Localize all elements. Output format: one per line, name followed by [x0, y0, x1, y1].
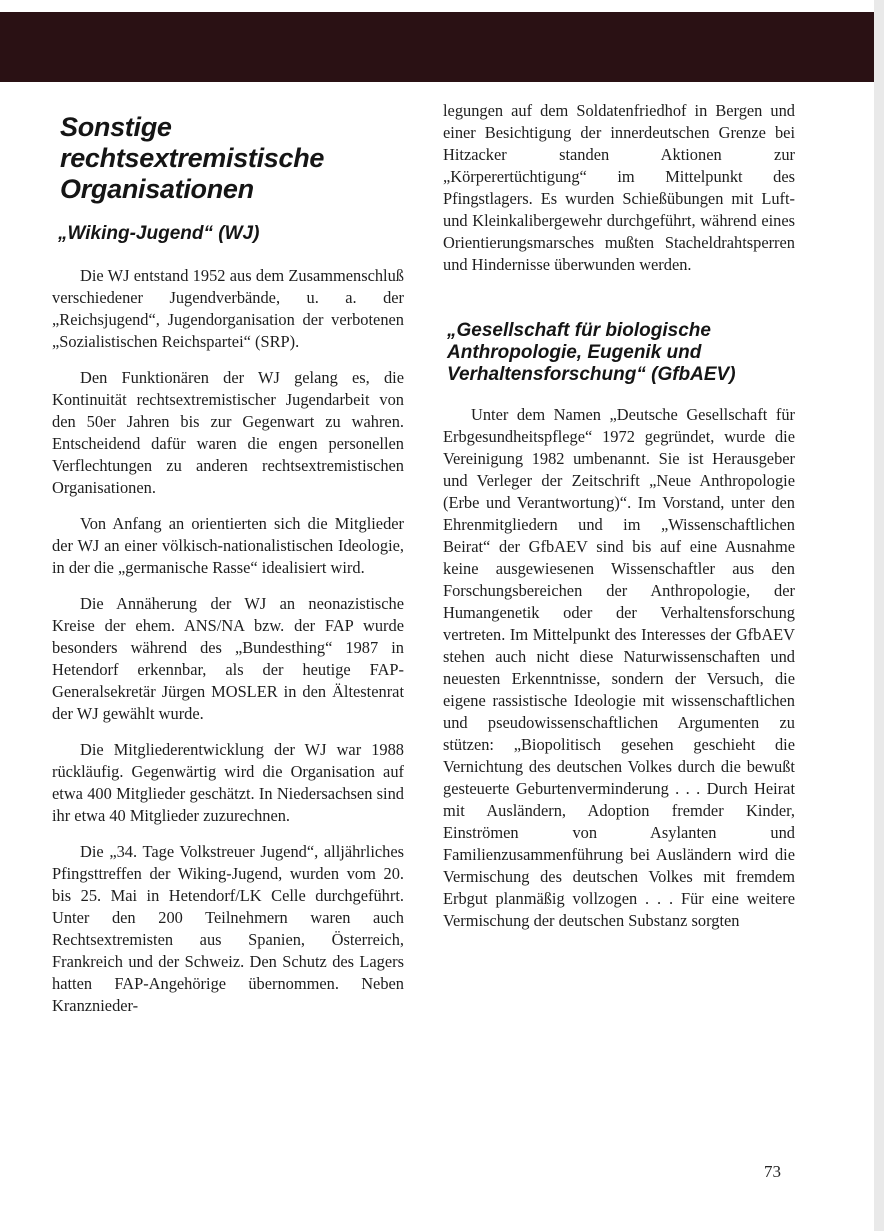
paragraph: Die Mitgliederentwicklung der WJ war 1988 rückläufig. Gegenwärtig wird die Organisation auf etwa 400 Mitglieder geschätzt. In Niedersachsen sind ihr etwa 40 Mitglieder zuzurechnen.	[52, 740, 404, 825]
left-column	[52, 100, 404, 1031]
page-number: 73	[764, 1162, 781, 1181]
paragraph: Von Anfang an orientierten sich die Mitglieder der WJ an einer völkisch-nationalistischen Ideologie, in der die „germanische Rasse“ idealisiert wird.	[52, 514, 404, 577]
page-edge	[874, 0, 884, 1231]
section-title: Sonstige rechtsextremistische Organisationen	[60, 112, 325, 204]
subsection-title-wj: „Wiking-Jugend“ (WJ)	[58, 223, 260, 244]
paragraph: Den Funktionären der WJ gelang es, die Kontinuität rechtsextremistischer Jugendarbeit von den 50er Jahren bis zur Gegenwart zu wahren. Entscheidend dafür waren die engen personellen Verflechtungen zu anderen rechtsextremistischen Organisationen.	[52, 368, 404, 497]
paragraph: Die WJ entstand 1952 aus dem Zusammenschluß verschiedener Jugendverbände, u. a. der „Reichsjugend“, Jugendorganisation der verbotenen „Sozialistischen Reichspartei“ (SRP).	[52, 266, 404, 351]
header-bar	[0, 12, 874, 82]
continued-paragraph: legungen auf dem Soldatenfriedhof in Bergen und einer Besichtigung der innerdeutschen Grenze bei Hitzacker standen Aktionen zur „Körperertüchtigung“ im Mittelpunkt des Pfingstlagers. Es wurden Schießübungen mit Luft- und Kleinkalibergewehr durchgeführt, während eines Orientierungsmarsches mußten Stacheldrahtsperren und Hindernisse überwunden werden.	[443, 101, 795, 274]
paragraph: Die Annäherung der WJ an neonazistische Kreise der ehem. ANS/NA bzw. der FAP wurde besonders während des „Bundesthing“ 1987 in Hetendorf erkennbar, als der heutige FAP-Generalsekretär Jürgen MOSLER in den Ältestenrat der WJ gewählt wurde.	[52, 594, 404, 723]
paragraph: Unter dem Namen „Deutsche Gesellschaft für Erbgesundheitspflege“ 1972 gegründet, wurde die Vereinigung 1982 umbenannt. Sie ist Herausgeber und Verleger der Zeitschrift „Neue Anthropologie (Erbe und Verantwortung)“. Im Vorstand, unter den Ehrenmitgliedern und im „Wissenschaftlichen Beirat“ der GfbAEV sind bis auf eine Ausnahme keine ausgewiesenen Wissenschaftler aus den Forschungsbereichen der Anthropologie, der Humangenetik oder der Verhaltensforschung vertreten. Im Mittelpunkt des Interesses der GfbAEV stehen auch nicht diese Naturwissenschaften und neuesten Erkenntnisse, sondern der Versuch, die eigene rassistische Ideologie mit wissenschaftlichen und pseudowissenschaftlichen Argumenten zu stützen: „Biopolitisch gesehen geschieht die Vernichtung des deutschen Volkes durch die bewußt gesteuerte Geburtenverminderung . . . Durch Heirat mit Ausländern, Adoption fremder Kinder, Einströmen von Asylanten und Familienzusammenführung bei Ausländern wird die Vermischung des deutschen Volkes mit fremdem Erbgut planmäßig vollzogen . . . Für eine weitere Vermischung der deutschen Substanz sorgten	[443, 405, 795, 930]
subsection-title-gfbaev: „Gesellschaft für biologische Anthropologie, Eugenik und Verhaltensforschung“ (GfbAEV)	[447, 320, 736, 385]
paragraph: Die „34. Tage Volkstreuer Jugend“, alljährliches Pfingsttreffen der Wiking-Jugend, wurden vom 20. bis 25. Mai in Hetendorf/LK Celle durchgeführt. Unter den 200 Teilnehmern waren auch Rechtsextremisten aus Spanien, Österreich, Frankreich und der Schweiz. Den Schutz des Lagers hatten FAP-Angehörige übernommen. Neben Kranznieder-	[52, 842, 404, 1015]
right-column	[443, 100, 795, 946]
